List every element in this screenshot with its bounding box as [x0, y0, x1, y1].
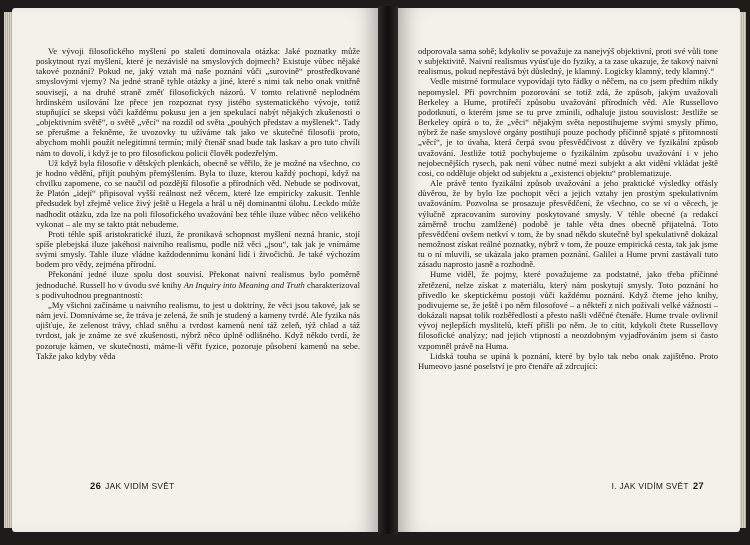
paragraph: odporovala sama sobě; kdykoliv se považuje za nanejvýš objektivní, proti své vůli tone v subjektivitě. Naivní realismus vyúsťuje do fyziky, a ta zase ukazuje, že takový naivní realismus, pokud nepřestává být důsledný, je klamný. Logicky klamný, tedy klamný.“ [418, 46, 718, 77]
paragraph-text: charakterizoval s podivuhodnou pregnantností: [36, 279, 360, 300]
running-title: I. JAK VIDÍM SVĚT [611, 481, 689, 491]
paragraph: Už když byla filosofie v dětských plenkách, obecně se věřilo, že je možné na všechno, co je hodno vědění, přijít pouhým přemýšlením. Byla to iluze, kterou každý pochopí, když na chvilku zapomene, co se naučil od pozdější filosofie a přírodních věd. Nebude se podivovat, že Platón „idejí“ připisoval vyšší reálnost než věcem, které lze empiricky zakusit. Tenhle předsudek byl zřejmě velice živý ještě u Hegela a hrál u něj dominantní úlohu. Leckdo může nadhodit otázku, zda lze na poli filosofického uvažování bez téhle iluze vůbec něco velikého vykonat – ale my se takto ptát nebudeme. [36, 157, 360, 229]
paragraph: Proti téhle spíš aristokratické iluzi, že pronikavá schopnost myšlení nezná hranic, stojí spíše plebejská iluze jakéhosi naivního realismu, podle níž věci „jsou“, tak jak je vnímáme svými smysly. Tahle iluze vládne každodennímu konání lidí i živočichů. Je také výchozím bodem pro vědy, zejména přírodní. [36, 228, 360, 270]
book-spine [378, 6, 398, 534]
paragraph: Ale právě tento fyzikální způsob uvažování a jeho praktické výsledky otřásly důvěrou, že by bylo lze pochopit věci a jejich vztahy jen prostým spekulativním uvažováním. Pozvolna se prosazuje přesvědčení, že všechno, co se ví o věcech, je výlučně zpracovaním suroviny poskytované smysly. V téhle obecné (a redakcí záměrně trochu zamlžené) podobě je tahle věta dnes obecně přijatelná. Toto přesvědčení ovšem netkví v tom, že by snad někdo skutečně byl spekulativně dokázal nemožnost získat reálné poznatky, nýbrž v tom, že pouze empirická cesta, tak jak jsme tu o ní mluvili, se ukázala jako pramen poznání. Galilei a Hume první zastávali tuto zásadu naprosto jasně a rozhodně. [418, 178, 718, 270]
paragraph-with-citation [36, 269, 360, 299]
paragraph: Lidská touha se upíná k poznání, které by bylo tak nebo onak zajištěno. Proto Humeovo jasné poselství je pro čtenáře až zdrcující: [418, 350, 718, 371]
paragraph: Vedle mistrné formulace vypovídají tyto řádky o něčem, na co jsem předtím nikdy nepomyslel. Při povrchním pozorování se totiž zdá, že způsob, jakým uvažovali Berkeley a Hume, protiřečí způsobu uvažování přírodních věd. Ale Russellovo podotknutí, o kterém jsme se tu prve zmínili, odhaluje jistou souvislost: Jestliže se Berkeley opírá o to, že „věci“ nějakým světa nepostihujeme svými smysly přímo, nýbrž že naše smyslové orgány postihují pouze pochody příčinně spjaté s přítomností „věcí“, je to úvaha, která čerpá svou přesvědčivost z důvěry ve fyzikální způsob uvažování. Jestliže totiž pochybujeme o fyzikálním způsobu uvažování i v jeho nejobecnějších rysech, pak není vůbec nutné mezi subjekt a akt vidění vkládat ještě cosi, co odděluje objekt od subjektu a „existenci objektu“ problematizuje. [418, 76, 718, 178]
paragraph-text: Překonání jedné iluze spolu dost souvisí. Překonat naivní realismus bylo poměrně jednoduché. Russell ho v úvodu své knihy [36, 269, 360, 290]
left-page-footer [90, 481, 179, 492]
left-page [12, 8, 378, 532]
paragraph: Ve vývoji filosofického myšlení po staletí dominovala otázka: Jaké poznatky může poskytnout ryzí myšlení, které je nezávislé na smyslových dojmech? Existuje vůbec nějaké takové poznání? Pokud ne, jaký vztah má naše poznání vůči „surovině“ prostředkované smyslovými vjemy? Na jedné straně tyhle otázky a jiné, které s nimi tak nebo onak vnitřně souvisejí, a na druhé straně změť filosofických názorů. V tomto relativně neplodném hrdinském usilování lze přece jen rozpoznat rysy jistého systematického vývoje, totiž stupňující se skepsi vůči každému pokusu jen a jen spekulací nabýt nějakých zkušeností o „objektivním světě“, o světě „věcí“ na rozdíl od světa „pouhých představ a myšlenek“. Tady se přerušme a řekněme, že uvozovky tu užíváme tak jako ve skutečné filosofii proto, abychom mohli použít nelegitimní termín; milý čtenář snad bude tak laskav a pro tuto chvíli nám to dovolí, i když je to pro filosofickou policii člověk podezřelým. [36, 46, 360, 158]
right-page-text [418, 46, 718, 371]
page-number: 26 [90, 481, 102, 492]
quotation: „My všichni začínáme u naivního realismu, to jest u doktríny, že věci jsou takové, jak se nám jeví. Domníváme se, že tráva je zelená, že sníh je studený a kameny tvrdé. Ale fyzika nás ujišťuje, že zelenost trávy, chlad sněhu a tvrdost kamenů není táž zeleň, týž chlad a táž tvrdost, jak je známe ze své zkušenosti, nýbrž něco úplně odlišného. Když někdo tvrdí, že pozoruje kámen, ve skutečnosti, máme-li věřit fyzice, pozoruje působení kamenů na sebe. Takže jako kdyby věda [36, 299, 360, 361]
page-edges-right [740, 12, 746, 528]
page-number: 27 [692, 481, 704, 492]
right-page-footer [608, 481, 704, 492]
page-edges-left [4, 12, 12, 528]
right-page [398, 8, 740, 532]
left-page-text [36, 46, 360, 361]
book-title: An Inquiry into Meaning and Truth [183, 279, 305, 290]
paragraph: Hume viděl, že pojmy, které považujeme za podstatné, jako třeba příčinné zřetězení, nelze získat z materiálu, který nám poskytují smysly. Toto poznání ho přivedlo ke skeptickému postoji vůči každému poznání. Když čteme jeho knihy, podivujeme se, že ještě i po něm filosofové – a někteří z nich požívali velké vážnosti – dokázali napsat tolik rozběředlostí a přesto našli vděčné čtenáře. Hume trvale ovlivnil vývoj nejlepších myslitelů, kteří přišli po něm. Je to cítit, kdykoli čtete Russellovy filosofické analýzy; nad jejich vtipností a neozdobným vyjadřováním jsem si často vzpomněl právě na Huma. [418, 269, 718, 351]
running-title: JAK VIDÍM SVĚT [105, 481, 175, 491]
